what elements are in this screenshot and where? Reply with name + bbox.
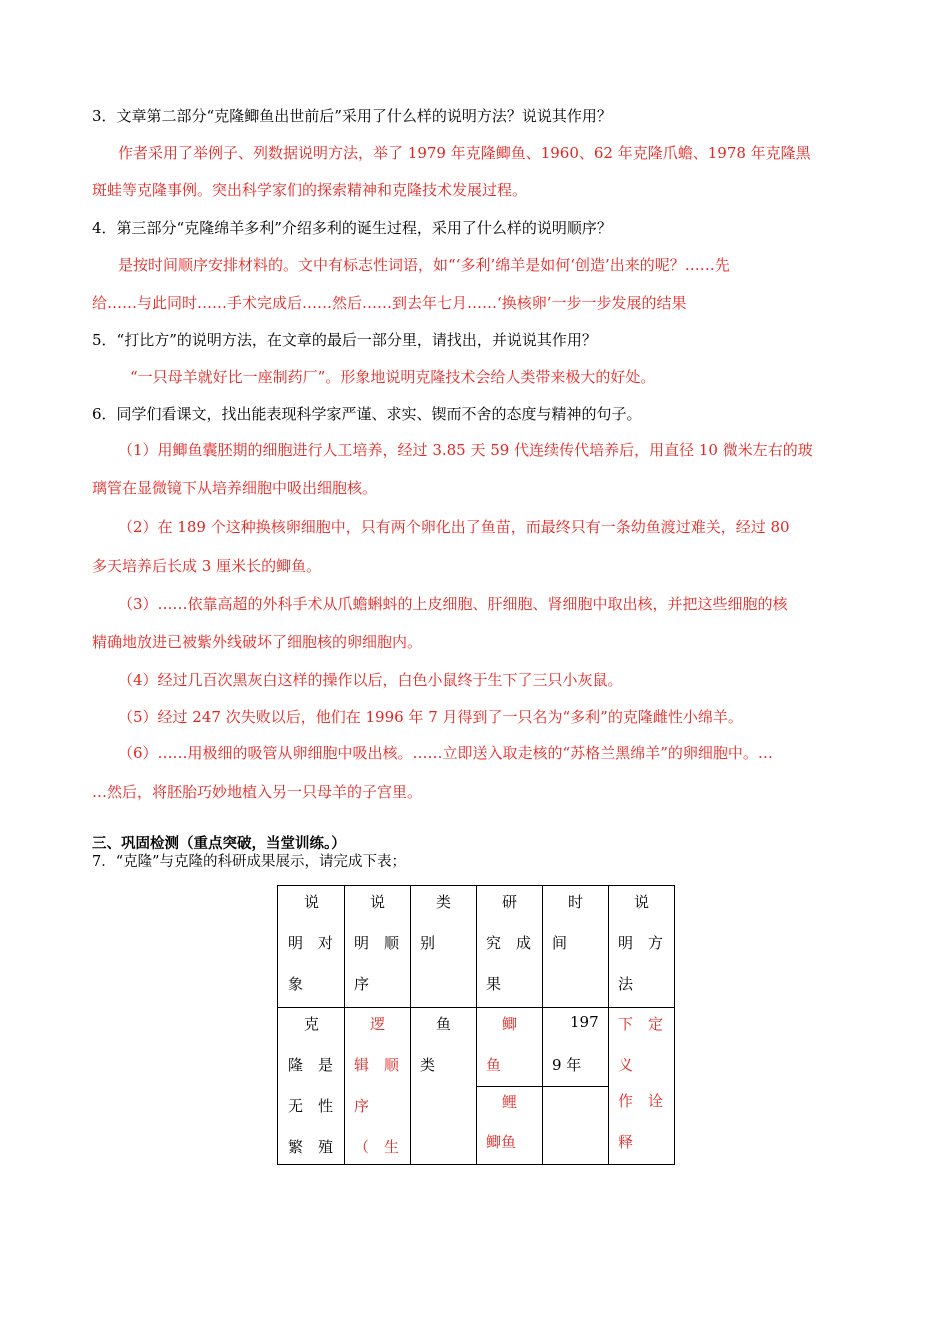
question-5: 5．“打比方”的说明方法，在文章的最后一部分里，请找出，并说说其作用？ [92,331,597,349]
results-table [277,885,675,1165]
cell-text: 下 定 [618,1015,664,1033]
header-cell [278,886,345,1008]
header-text: 序 [354,975,370,993]
result-cell [477,1087,543,1165]
cell-text: 鲫鱼 [486,1133,517,1151]
header-cell [543,886,609,1008]
order-cell [345,1008,411,1165]
answer-6-item-6-line-2: …然后，将胚胎巧妙地植入另一只母羊的子宫里。 [92,783,423,801]
header-text: 说 [370,893,386,911]
header-cell [609,886,675,1008]
cell-text: 类 [420,1056,436,1074]
answer-6-item-3-line-1: （3）……依靠高超的外科手术从爪蟾蝌蚪的上皮细胞、肝细胞、肾细胞中取出核，并把这些细胞的核 [118,595,788,613]
object-cell [278,1008,345,1165]
cell-text: （ 生 [354,1138,400,1156]
answer-4-line-2: 给……与此同时……手术完成后……然后……到去年七月……‘换核卵’一步一步发展的结果 [92,294,687,312]
header-text: 时 [568,893,584,911]
cell-text: 义 [618,1056,634,1074]
cell-text: 辑 顺 [354,1056,400,1074]
question-6: 6．同学们看课文，找出能表现科学家严谨、求实、锲而不舍的态度与精神的句子。 [92,405,642,423]
header-text: 象 [288,975,304,993]
cell-text: 鱼 [486,1056,502,1074]
header-text: 法 [618,975,634,993]
answer-6-item-5: （5）经过 247 次失败以后，他们在 1996 年 7 月得到了一只名为“多利”的克隆雌性小绵羊。 [118,708,743,726]
header-text: 明 方 [618,934,664,952]
header-text: 间 [552,934,568,952]
cell-text: 鱼 [436,1015,452,1033]
header-cell [345,886,411,1008]
cell-text: 鲤 [502,1093,518,1111]
cell-text: 197 [570,1013,599,1031]
cell-text: 无 性 [288,1097,334,1115]
cell-text: 繁 殖 [288,1138,334,1156]
answer-6-item-3-line-2: 精确地放进已被紫外线破坏了细胞核的卵细胞内。 [92,633,423,651]
section-heading: 三、巩固检测（重点突破，当堂训练。） [92,835,346,852]
question-7: 7．“克隆”与克隆的科研成果展示，请完成下表； [92,854,407,870]
header-text: 别 [420,934,436,952]
cell-text: 逻 [370,1015,386,1033]
question-4: 4．第三部分“克隆绵羊多利”介绍多利的诞生过程，采用了什么样的说明顺序？ [92,219,612,237]
time-cell [543,1008,609,1087]
question-3: 3．文章第二部分“克隆鲫鱼出世前后”采用了什么样的说明方法？说说其作用？ [92,107,612,125]
answer-6-item-2-line-1: （2）在 189 个这种换核卵细胞中，只有两个卵化出了鱼苗，而最终只有一条幼鱼渡过难关，经过 80 [118,518,790,536]
table-row [278,1008,675,1087]
answer-3-line-1: 作者采用了举例子、列数据说明方法，举了 1979 年克隆鲫鱼、1960、62 年克隆爪蟾、1978 年克隆黑 [118,144,811,162]
time-cell [543,1087,609,1165]
cell-text: 释 [618,1133,634,1151]
category-cell [411,1008,477,1165]
cell-text: 9 年 [552,1056,582,1074]
result-cell [477,1008,543,1087]
header-cell [477,886,543,1008]
answer-5: “一只母羊就好比一座制药厂”。形象地说明克隆技术会给人类带来极大的好处。 [130,368,656,386]
cell-text: 作 诠 [618,1092,664,1110]
table-header-row [278,886,675,1008]
header-text: 研 [502,893,518,911]
header-cell [411,886,477,1008]
answer-6-item-6-line-1: （6）……用极细的吸管从卵细胞中吸出核。……立即送入取走核的“苏格兰黑绵羊”的卵细胞中。… [118,744,773,762]
method-cell [609,1008,675,1165]
header-text: 类 [436,893,452,911]
answer-6-item-4: （4）经过几百次黑灰白这样的操作以后，白色小鼠终于生下了三只小灰鼠。 [118,671,623,689]
answer-6-item-2-line-2: 多天培养后长成 3 厘米长的鲫鱼。 [92,557,322,575]
answer-3-line-2: 斑蛙等克隆事例。突出科学家们的探索精神和克隆技术发展过程。 [92,181,528,199]
header-text: 究 成 [486,934,532,952]
answer-4-line-1: 是按时间顺序安排材料的。文中有标志性词语，如“‘多利’绵羊是如何‘创造’出来的呢？……先 [118,256,730,274]
header-text: 说 [304,893,320,911]
cell-text: 克 [304,1015,320,1033]
header-text: 说 [634,893,650,911]
cell-text: 序 [354,1097,370,1115]
cell-text: 鲫 [502,1015,518,1033]
header-text: 果 [486,975,502,993]
answer-6-item-1-line-1: （1）用鲫鱼囊胚期的细胞进行人工培养，经过 3.85 天 59 代连续传代培养后，用直径 10 微米左右的玻 [118,441,813,459]
header-text: 明 对 [288,934,334,952]
cell-text: 隆 是 [288,1056,334,1074]
answer-6-item-1-line-2: 璃管在显微镜下从培养细胞中吸出细胞核。 [92,479,378,497]
header-text: 明 顺 [354,934,400,952]
